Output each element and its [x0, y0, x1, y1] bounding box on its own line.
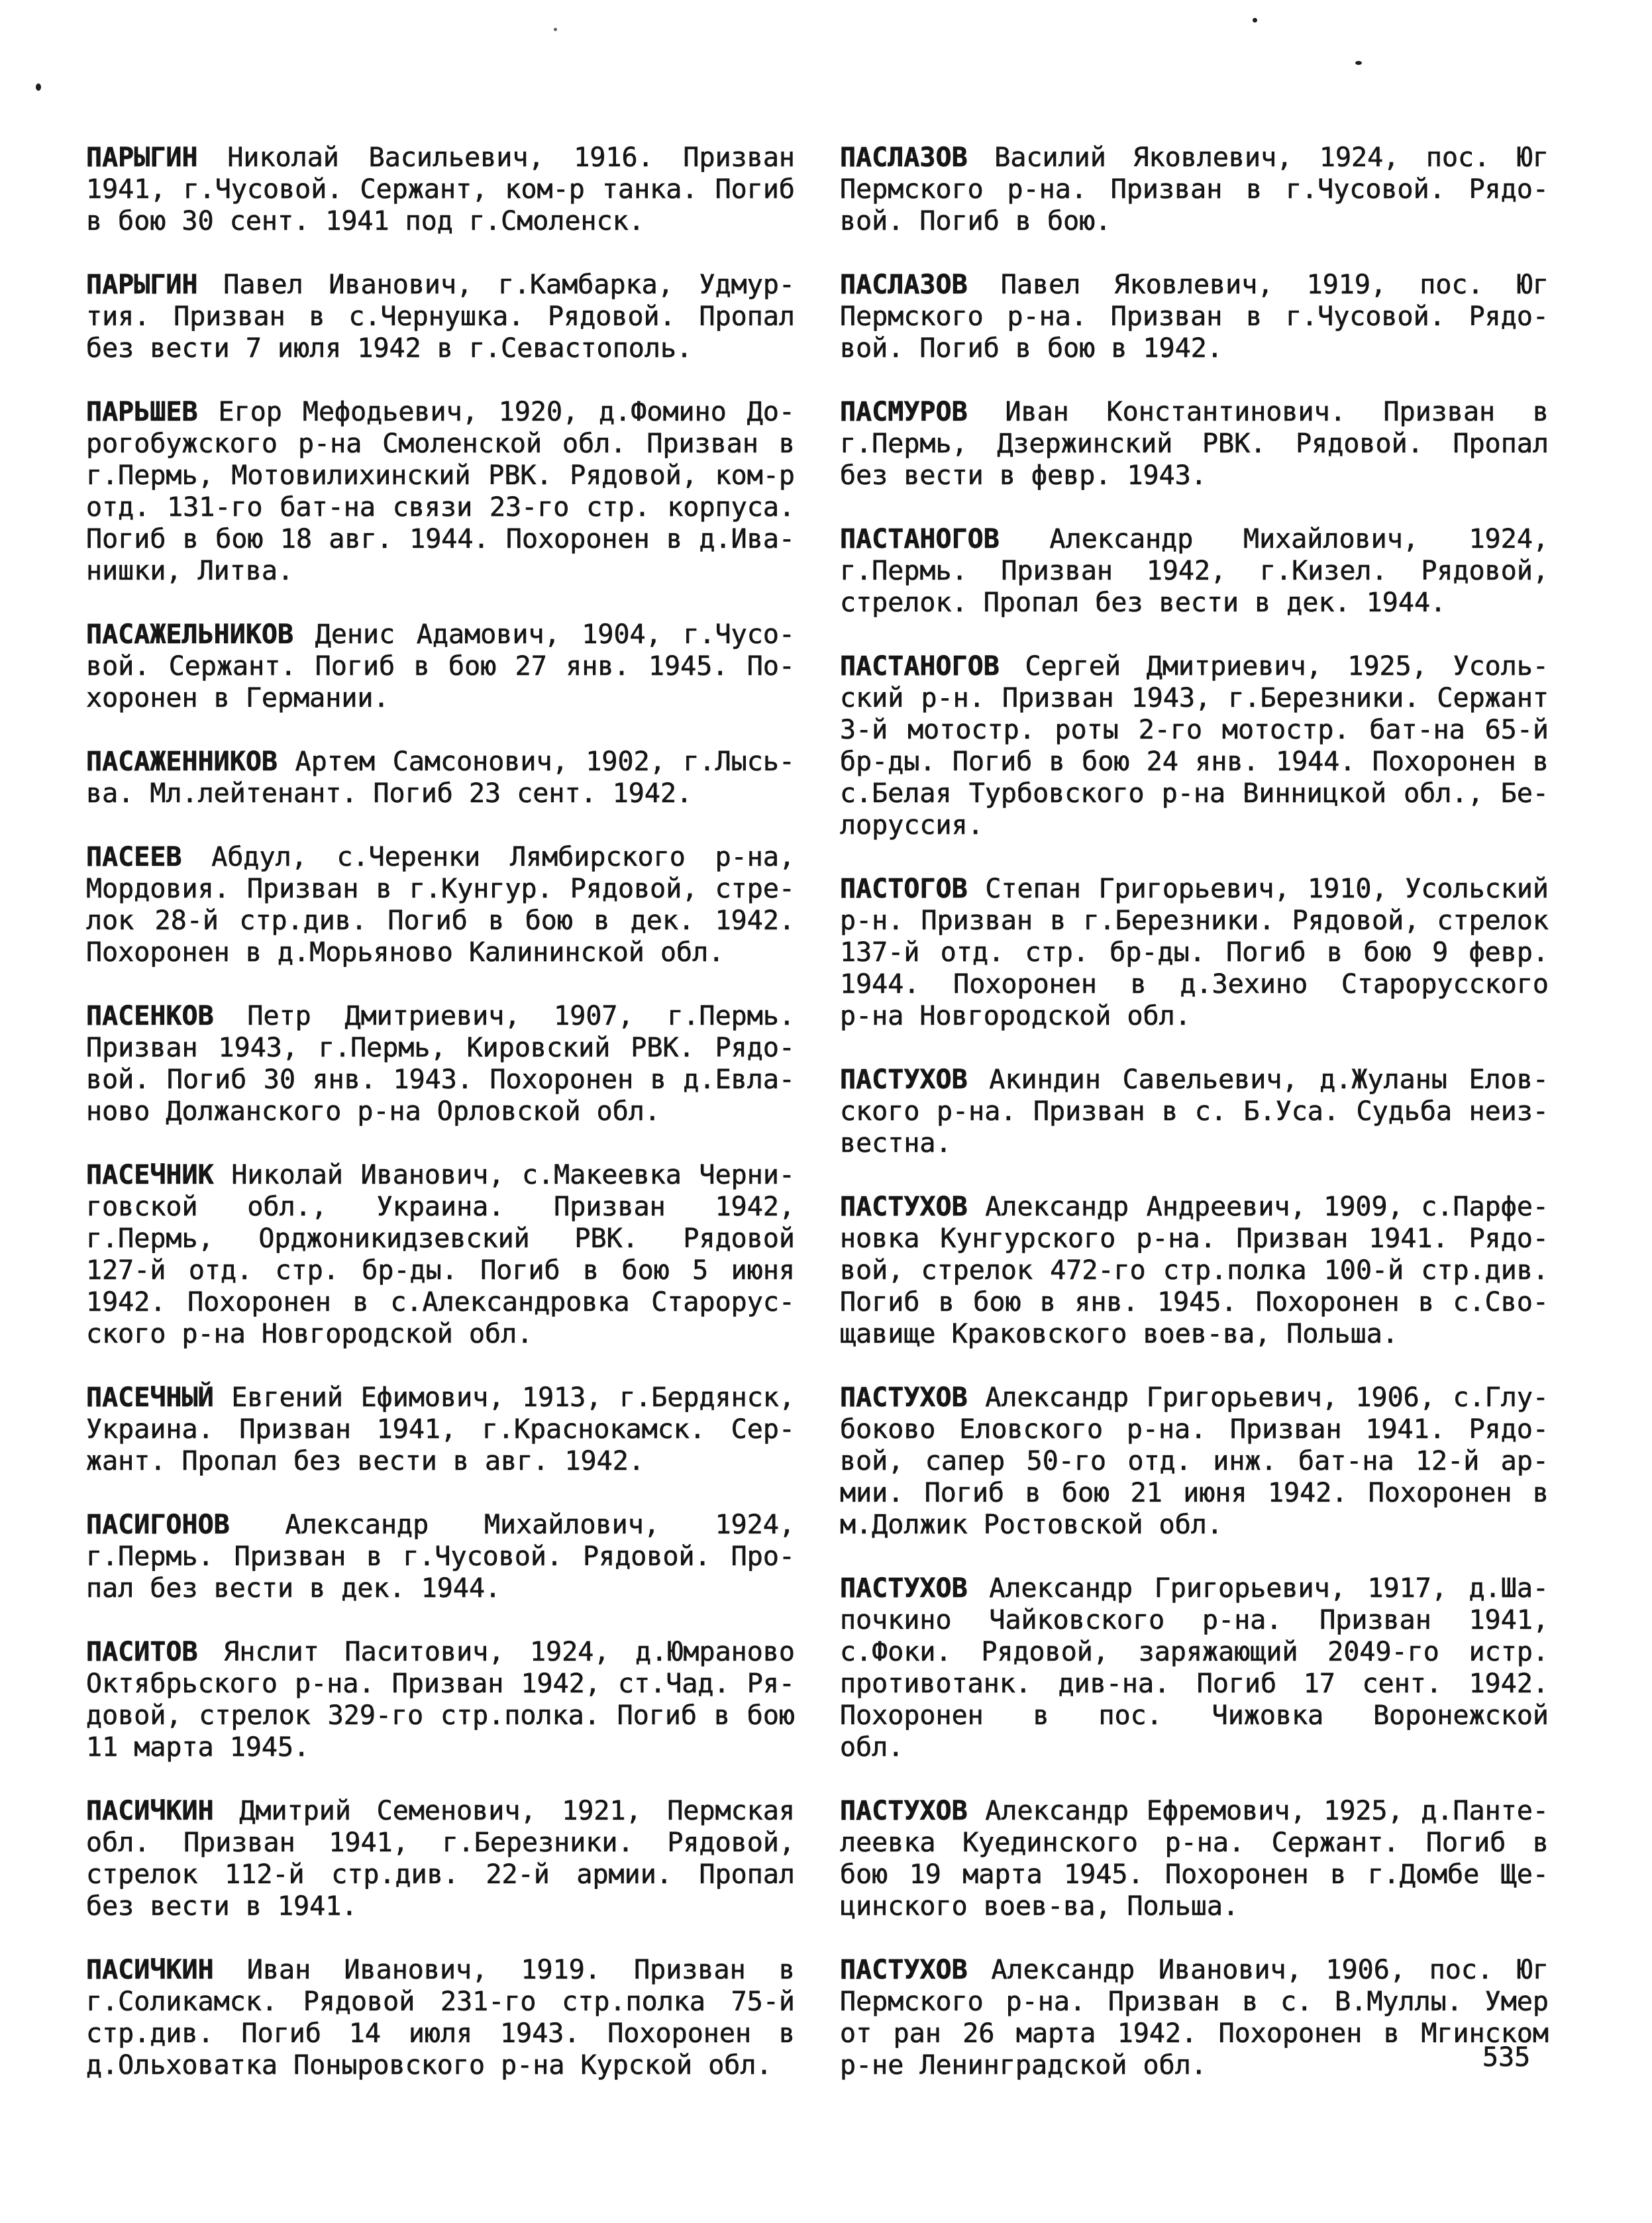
entry-line: ва. Мл.лейтенант. Погиб 23 сент. 1942.	[86, 778, 693, 809]
entry-line: 1941, г.Чусовой. Сержант, ком-р танка. Погиб	[86, 174, 795, 205]
entry-surname: ПАСАЖЕЛЬНИКОВ	[86, 619, 294, 650]
entry-line: стрелок 112-й стр.див. 22-й армии. Пропал	[86, 1859, 795, 1890]
entry-line: ПАСТУХОВ Александр Иванович, 1906, пос. Юг	[840, 1955, 1549, 1985]
entry-surname: ПАСЛАЗОВ	[840, 142, 968, 173]
entry-line: ПАСТОГОВ Степан Григорьевич, 1910, Усольский	[840, 874, 1549, 904]
entry-line: боково Еловского р-на. Призван 1941. Рядо-	[840, 1414, 1549, 1445]
entry-line: бою 19 марта 1945. Похоронен в г.Домбе Ще-	[840, 1859, 1549, 1890]
entry-line: ского р-на Новгородской обл.	[86, 1319, 533, 1349]
entry-line: ПАСТУХОВ Александр Андреевич, 1909, с.Парфе-	[840, 1192, 1549, 1222]
entry-line: тия. Призван в с.Чернушка. Рядовой. Пропал	[86, 301, 795, 332]
entry-line: ПАСАЖЕННИКОВ Артем Самсонович, 1902, г.Лысь-	[86, 747, 795, 777]
memorial-entry	[86, 841, 795, 968]
entry-line: ПАСИЧКИН Дмитрий Семенович, 1921, Пермская	[86, 1796, 795, 1826]
entry-surname: ПАСЕЧНЫЙ	[86, 1382, 214, 1413]
entry-line: Призван 1943, г.Пермь, Кировский РВК. Рядо-	[86, 1033, 795, 1063]
entry-line: вой, сапер 50-го отд. инж. бат-на 12-й ар-	[840, 1446, 1549, 1476]
scan-speck	[1355, 61, 1362, 65]
entry-line: хоронен в Германии.	[86, 683, 389, 713]
memorial-entry	[86, 1159, 795, 1350]
entry-line: ПАСТАНОГОВ Сергей Дмитриевич, 1925, Усоль-	[840, 651, 1549, 682]
entry-line: стр.див. Погиб 14 июля 1943. Похоронен в	[86, 2018, 795, 2049]
entry-line: с.Белая Турбовского р-на Винницкой обл., Бе-	[840, 778, 1549, 809]
entry-line: стрелок. Пропал без вести в дек. 1944.	[840, 588, 1447, 618]
entry-line: Погиб в бою 18 авг. 1944. Похоронен в д.Ива-	[86, 524, 795, 554]
entry-surname: ПАРЫГИН	[86, 142, 198, 173]
entry-line: р-не Ленинградской обл.	[840, 2050, 1207, 2081]
entry-line: жант. Пропал без вести в авг. 1942.	[86, 1446, 645, 1476]
entry-surname: ПАСТУХОВ	[840, 1064, 968, 1095]
entry-line: г.Пермь, Дзержинский РВК. Рядовой. Пропал	[840, 429, 1549, 459]
entry-line: обл.	[840, 1732, 904, 1763]
entry-line: ново Должанского р-на Орловской обл.	[86, 1096, 660, 1127]
entry-line: ского р-на. Призван в с. Б.Уса. Судьба неиз-	[840, 1096, 1549, 1127]
memorial-entry	[840, 1795, 1549, 1922]
entry-line: в бою 30 сент. 1941 под г.Смоленск.	[86, 206, 645, 236]
entry-surname: ПАСЕЕВ	[86, 842, 182, 872]
entry-line: противотанк. див-на. Погиб 17 сент. 1942.	[840, 1669, 1549, 1699]
entry-line: д.Ольховатка Поныровского р-на Курской обл.	[86, 2050, 772, 2081]
entry-line: вой, стрелок 472-го стр.полка 100-й стр.див.	[840, 1255, 1549, 1286]
entry-surname: ПАСЕНКОВ	[86, 1001, 214, 1031]
scan-speck	[554, 28, 557, 31]
memorial-entry	[86, 1000, 795, 1127]
memorial-entry	[840, 650, 1549, 841]
entry-line: леевка Куединского р-на. Сержант. Погиб в	[840, 1828, 1549, 1858]
entry-line: бр-ды. Погиб в бою 24 янв. 1944. Похоронен в	[840, 747, 1549, 777]
entry-surname: ПАРЫГИН	[86, 270, 198, 300]
entry-line: ПАСЕЧНИК Николай Иванович, с.Макеевка Черни-	[86, 1160, 795, 1190]
entry-line: Похоронен в д.Морьяново Калининской обл.	[86, 937, 725, 968]
entry-surname: ПАРЬШЕВ	[86, 397, 198, 427]
entry-line: ский р-н. Призван 1943, г.Березники. Сержант	[840, 683, 1549, 713]
entry-line: от ран 26 марта 1942. Похоронен в Мгинском	[840, 2018, 1549, 2049]
entry-line: 1942. Похоронен в с.Александровка Старорус-	[86, 1287, 795, 1318]
entry-line: 127-й отд. стр. бр-ды. Погиб в бою 5 июня	[86, 1255, 795, 1286]
entry-line: вой. Погиб в бою.	[840, 206, 1111, 236]
entry-line: ПАСМУРОВ Иван Константинович. Призван в	[840, 397, 1549, 427]
entry-line: ПАСЕЧНЫЙ Евгений Ефимович, 1913, г.Бердянск,	[86, 1382, 795, 1413]
entry-line: ПАСИТОВ Янслит Паситович, 1924, д.Юмраново	[86, 1637, 795, 1667]
scan-speck	[1253, 18, 1257, 23]
entry-line: ПАСЕНКОВ Петр Дмитриевич, 1907, г.Пермь.	[86, 1001, 795, 1031]
entry-line: ПАСТУХОВ Александр Ефремович, 1925, д.Панте-	[840, 1796, 1549, 1826]
memorial-entry	[840, 1064, 1549, 1159]
entry-surname: ПАСЛАЗОВ	[840, 270, 968, 300]
memorial-entry	[840, 523, 1549, 619]
entry-line: г.Пермь, Орджоникидзевский РВК. Рядовой	[86, 1223, 795, 1254]
entry-line: ПАСИЧКИН Иван Иванович, 1919. Призван в	[86, 1955, 795, 1985]
entry-line: почкино Чайковского р-на. Призван 1941,	[840, 1605, 1549, 1635]
entry-line: ПАСТАНОГОВ Александр Михайлович, 1924,	[840, 524, 1549, 554]
entry-line: г.Соликамск. Рядовой 231-го стр.полка 75-й	[86, 1987, 795, 2017]
entry-line: лок 28-й стр.див. Погиб в бою в дек. 1942.	[86, 905, 795, 936]
memorial-entry	[86, 1954, 795, 2081]
entry-line: цинского воев-ва, Польша.	[840, 1891, 1239, 1922]
memorial-entry	[840, 396, 1549, 491]
column-right	[840, 142, 1549, 2113]
memorial-entry	[840, 269, 1549, 364]
memorial-entry	[86, 746, 795, 809]
entry-line: вой. Погиб в бою в 1942.	[840, 333, 1223, 364]
memorial-entry	[86, 396, 795, 587]
entry-line: с.Фоки. Рядовой, заряжающий 2049-го истр.	[840, 1637, 1549, 1667]
entry-line: ПАСТУХОВ Александр Григорьевич, 1917, д.Ша-	[840, 1573, 1549, 1604]
entry-surname: ПАСИЧКИН	[86, 1955, 214, 1985]
entry-surname: ПАСТУХОВ	[840, 1192, 968, 1222]
entry-line: Мордовия. Призван в г.Кунгур. Рядовой, стре-	[86, 874, 795, 904]
entry-line: ПАСЛАЗОВ Павел Яковлевич, 1919, пос. Юг	[840, 270, 1549, 300]
entry-surname: ПАСТУХОВ	[840, 1573, 968, 1604]
entry-line: пал без вести в дек. 1944.	[86, 1573, 501, 1604]
entry-line: лоруссия.	[840, 810, 984, 841]
entry-line: вой. Сержант. Погиб в бою 27 янв. 1945. По-	[86, 651, 795, 682]
entry-line: 11 марта 1945.	[86, 1732, 310, 1763]
memorial-entry	[86, 269, 795, 364]
entry-line: нишки, Литва.	[86, 556, 294, 586]
entry-line: обл. Призван 1941, г.Березники. Рядовой,	[86, 1828, 795, 1858]
entry-line: р-н. Призван в г.Березники. Рядовой, стрелок	[840, 905, 1549, 936]
memorial-entry	[840, 142, 1549, 237]
entry-line: г.Пермь. Призван 1942, г.Кизел. Рядовой,	[840, 556, 1549, 586]
memorial-entry	[86, 619, 795, 714]
entry-surname: ПАСТАНОГОВ	[840, 524, 1000, 554]
entry-line: без вести в 1941.	[86, 1891, 358, 1922]
entry-surname: ПАСМУРОВ	[840, 397, 968, 427]
entry-line: Украина. Призван 1941, г.Краснокамск. Сер-	[86, 1414, 795, 1445]
entry-line: вой. Погиб 30 янв. 1943. Похоронен в д.Евла-	[86, 1064, 795, 1095]
entry-line: без вести в февр. 1943.	[840, 460, 1207, 491]
entry-line: Октябрьского р-на. Призван 1942, ст.Чад. Ря-	[86, 1669, 795, 1699]
entry-line: вестна.	[840, 1128, 952, 1159]
entry-line: отд. 131-го бат-на связи 23-го стр. корпуса.	[86, 492, 795, 523]
memorial-entry	[86, 1382, 795, 1477]
entry-line: ПАРЫГИН Павел Иванович, г.Камбарка, Удмур-	[86, 270, 795, 300]
entry-surname: ПАСТОГОВ	[840, 874, 968, 904]
page-number: 535	[1482, 2042, 1531, 2073]
entry-line: Похоронен в пос. Чижовка Воронежской	[840, 1700, 1549, 1731]
entry-line: ПАРЫГИН Николай Васильевич, 1916. Призван	[86, 142, 795, 173]
memorial-entry	[840, 873, 1549, 1032]
entry-line: Погиб в бою в янв. 1945. Похоронен в с.Сво-	[840, 1287, 1549, 1318]
entry-line: говской обл., Украина. Призван 1942,	[86, 1192, 795, 1222]
entry-line: г.Пермь, Мотовилихинский РВК. Рядовой, ком-р	[86, 460, 795, 491]
entry-line: новка Кунгурского р-на. Призван 1941. Рядо-	[840, 1223, 1549, 1254]
entry-surname: ПАСТУХОВ	[840, 1382, 968, 1413]
memorial-entry	[86, 142, 795, 237]
memorial-entry	[86, 1636, 795, 1763]
entry-surname: ПАСИТОВ	[86, 1637, 198, 1667]
entry-line: 3-й мотостр. роты 2-го мотостр. бат-на 65-й	[840, 715, 1549, 745]
scan-speck	[36, 83, 41, 91]
entry-line: Пермского р-на. Призван в г.Чусовой. Рядо-	[840, 174, 1549, 205]
entry-line: р-на Новгородской обл.	[840, 1001, 1191, 1031]
memorial-entry	[840, 1191, 1549, 1350]
entry-line: м.Должик Ростовской обл.	[840, 1510, 1223, 1540]
entry-line: рогобужского р-на Смоленской обл. Призван в	[86, 429, 795, 459]
entry-line: без вести 7 июля 1942 в г.Севастополь.	[86, 333, 693, 364]
entry-line: 1944. Похоронен в д.Зехино Старорусского	[840, 969, 1549, 1000]
entry-line: ПАСТУХОВ Акиндин Савельевич, д.Жуланы Елов-	[840, 1064, 1549, 1095]
memorial-entry	[86, 1509, 795, 1604]
entry-surname: ПАСЕЧНИК	[86, 1160, 214, 1190]
entry-line: довой, стрелок 329-го стр.полка. Погиб в бою	[86, 1700, 795, 1731]
entry-surname: ПАСИГОНОВ	[86, 1510, 230, 1540]
entry-line: мии. Погиб в бою 21 июня 1942. Похоронен в	[840, 1478, 1549, 1508]
entry-line: ПАСИГОНОВ Александр Михайлович, 1924,	[86, 1510, 795, 1540]
memorial-entry	[840, 1954, 1549, 2081]
entry-line: ПАРЬШЕВ Егор Мефодьевич, 1920, д.Фомино До-	[86, 397, 795, 427]
entry-line: щавище Краковского воев-ва, Польша.	[840, 1319, 1398, 1349]
entry-surname: ПАСТАНОГОВ	[840, 651, 1000, 682]
entry-line: ПАСЕЕВ Абдул, с.Черенки Лямбирского р-на,	[86, 842, 795, 872]
entry-line: 137-й отд. стр. бр-ды. Погиб в бою 9 февр.	[840, 937, 1549, 968]
entry-surname: ПАСТУХОВ	[840, 1796, 968, 1826]
entry-line: г.Пермь. Призван в г.Чусовой. Рядовой. Про-	[86, 1541, 795, 1572]
entry-line: ПАСАЖЕЛЬНИКОВ Денис Адамович, 1904, г.Чусо-	[86, 619, 795, 650]
entry-line: ПАСЛАЗОВ Василий Яковлевич, 1924, пос. Юг	[840, 142, 1549, 173]
entry-surname: ПАСТУХОВ	[840, 1955, 968, 1985]
memorial-entry	[840, 1382, 1549, 1541]
memorial-entry	[840, 1573, 1549, 1763]
entry-line: Пермского р-на. Призван в г.Чусовой. Рядо-	[840, 301, 1549, 332]
memorial-entry	[86, 1795, 795, 1922]
entry-surname: ПАСИЧКИН	[86, 1796, 214, 1826]
entry-surname: ПАСАЖЕННИКОВ	[86, 747, 278, 777]
entry-line: ПАСТУХОВ Александр Григорьевич, 1906, с.Глу-	[840, 1382, 1549, 1413]
column-left	[86, 142, 795, 2113]
entry-line: Пермского р-на. Призван в с. В.Муллы. Умер	[840, 1987, 1549, 2017]
